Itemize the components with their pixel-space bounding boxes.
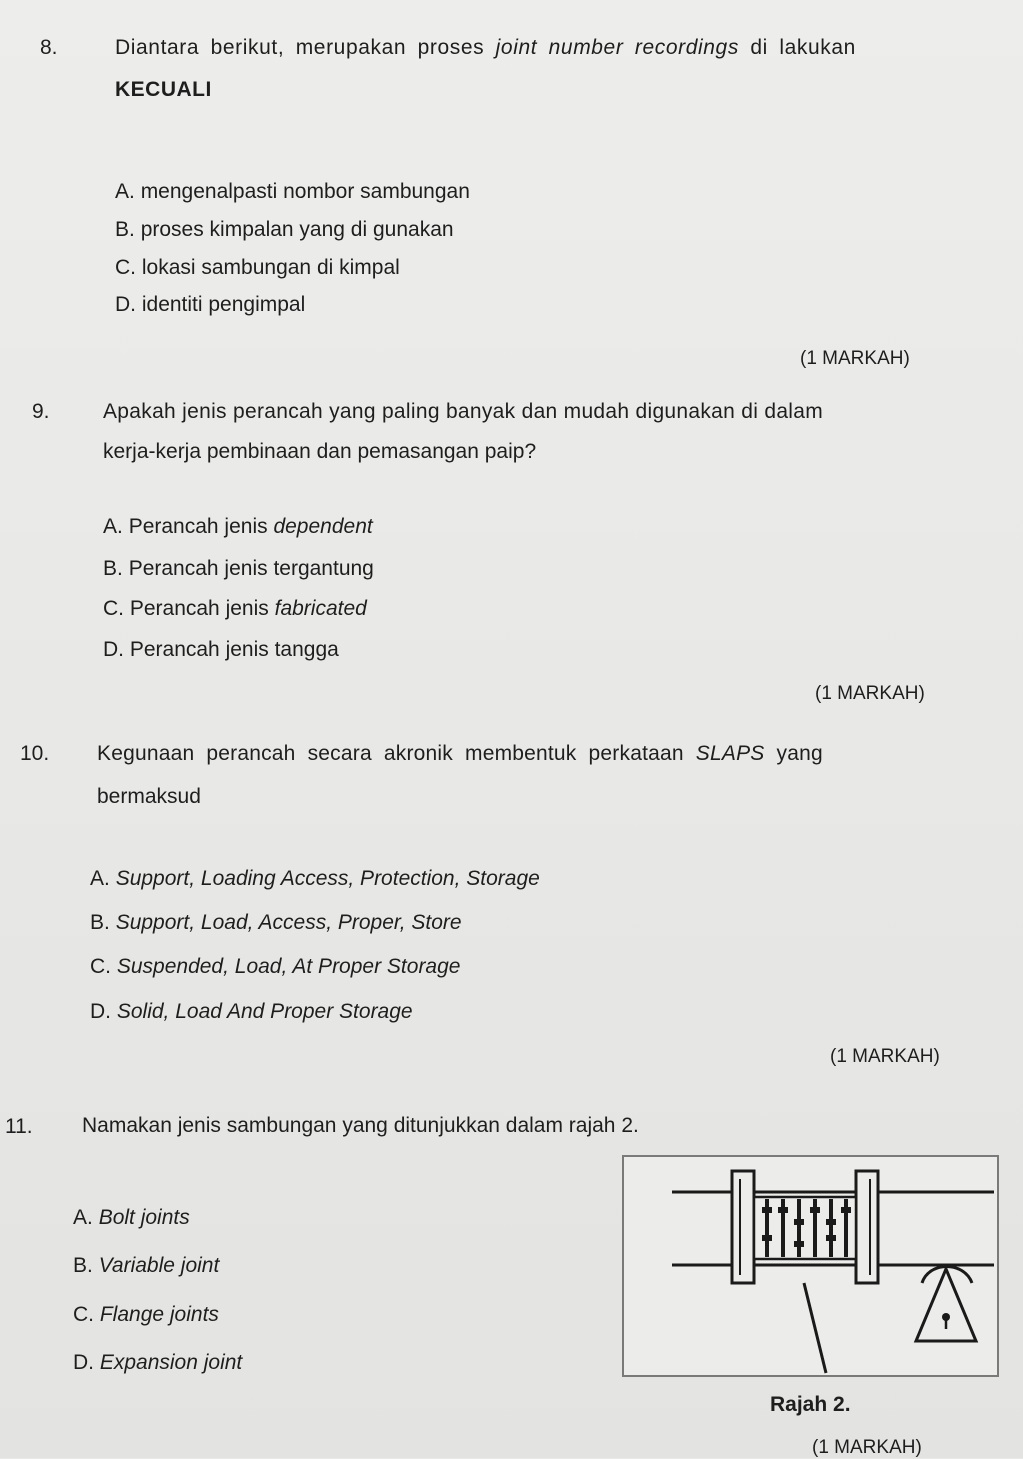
joint-body	[754, 1197, 856, 1259]
option-c[interactable]: C. Flange joints	[73, 1303, 219, 1326]
figure-caption: Rajah 2.	[770, 1393, 851, 1416]
right-flange	[856, 1171, 878, 1283]
question-number: 11.	[5, 1115, 33, 1138]
option-c[interactable]: C. Suspended, Load, At Proper Storage	[90, 955, 461, 978]
support-rod	[804, 1283, 826, 1373]
question-text-line1: Namakan jenis sambungan yang ditunjukkan dalam rajah 2.	[82, 1114, 639, 1137]
option-a[interactable]: A. mengenalpasti nombor sambungan	[115, 180, 470, 203]
rajah-2-figure	[622, 1155, 999, 1377]
mark-label: (1 MARKAH)	[815, 683, 925, 704]
pipe-joint-drawing	[624, 1157, 997, 1375]
question-text-line2: KECUALI	[115, 78, 212, 101]
option-d[interactable]: D. identiti pengimpal	[115, 293, 306, 316]
question-text-line1: Kegunaan perancah secara akronik membentuk perkataan SLAPS yang	[97, 742, 823, 765]
option-c[interactable]: C. Perancah jenis fabricated	[103, 597, 367, 620]
left-flange	[732, 1171, 754, 1283]
question-text-line1: Diantara berikut, merupakan proses joint number recordings di lakukan	[115, 36, 856, 59]
mark-label: (1 MARKAH)	[800, 348, 910, 369]
option-b[interactable]: B. proses kimpalan yang di gunakan	[115, 218, 454, 241]
option-b[interactable]: B. Variable joint	[73, 1254, 220, 1277]
hanger-triangle	[916, 1269, 976, 1341]
option-d[interactable]: D. Perancah jenis tangga	[103, 638, 339, 661]
question-text-line2: kerja-kerja pembinaan dan pemasangan paip?	[103, 440, 537, 463]
option-a[interactable]: A. Perancah jenis dependent	[103, 515, 373, 538]
mark-label: (1 MARKAH)	[830, 1046, 940, 1067]
option-c[interactable]: C. lokasi sambungan di kimpal	[115, 256, 400, 279]
option-a[interactable]: A. Support, Loading Access, Protection, Storage	[90, 867, 540, 890]
option-d[interactable]: D. Expansion joint	[73, 1351, 243, 1374]
question-number: 10.	[20, 742, 50, 765]
question-text-line2: bermaksud	[97, 785, 201, 808]
option-d[interactable]: D. Solid, Load And Proper Storage	[90, 1000, 413, 1023]
option-b[interactable]: B. Perancah jenis tergantung	[103, 557, 374, 580]
question-text-line1: Apakah jenis perancah yang paling banyak dan mudah digunakan di dalam	[103, 400, 824, 423]
option-b[interactable]: B. Support, Load, Access, Proper, Store	[90, 911, 462, 934]
mark-label: (1 MARKAH)	[812, 1437, 922, 1458]
question-number: 8.	[40, 36, 58, 59]
option-a[interactable]: A. Bolt joints	[73, 1206, 190, 1229]
question-number: 9.	[32, 400, 50, 423]
